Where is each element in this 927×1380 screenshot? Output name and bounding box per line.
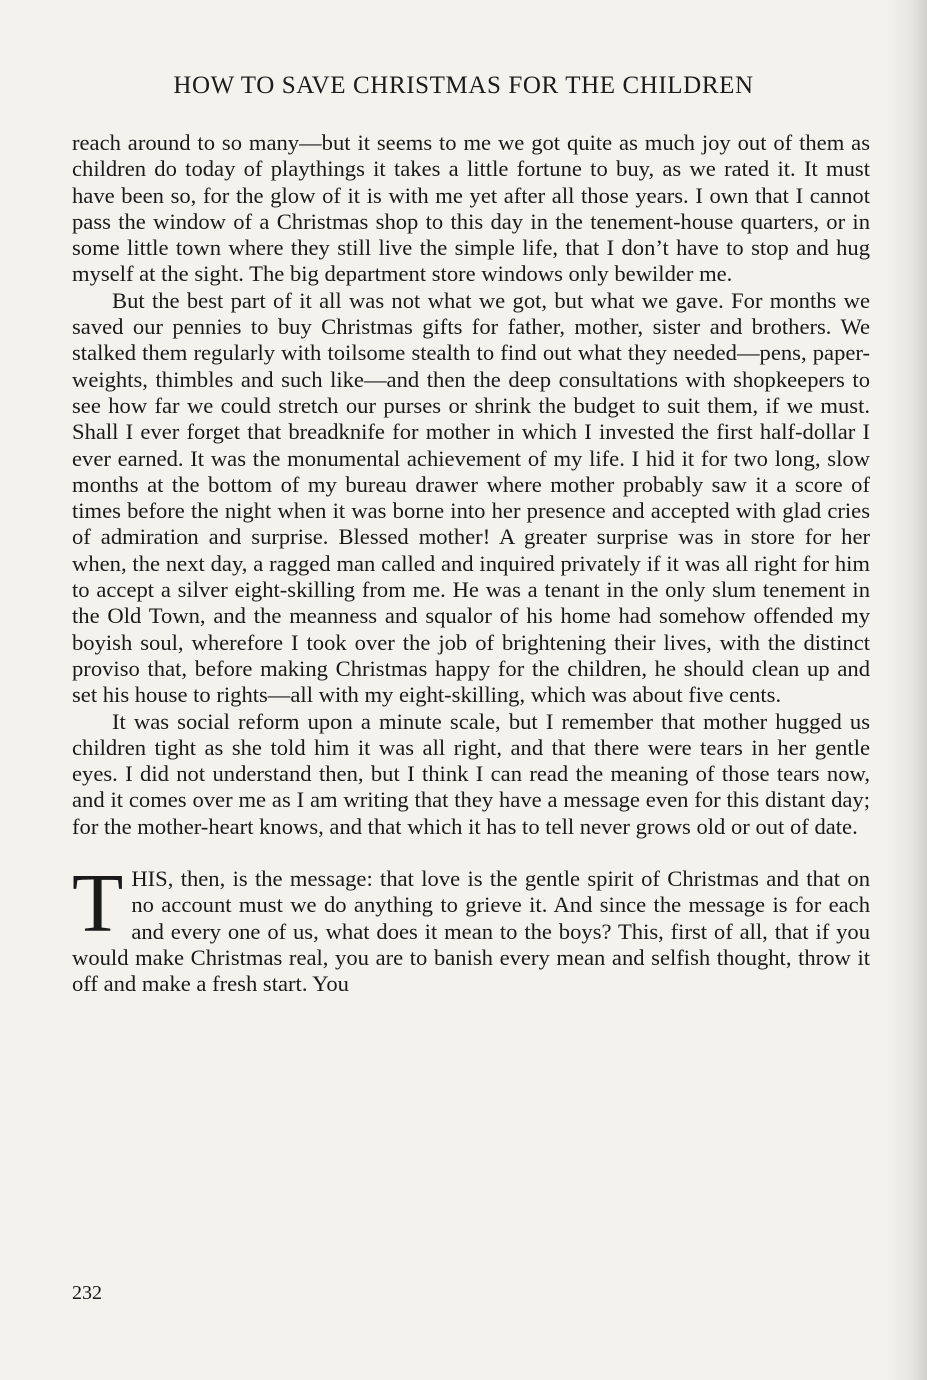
paragraph-social-reform: It was social reform upon a minute scale, but I remember that mother hugged us children tight as she told him it was all right, and that there were tears in her gentle eyes. I did not understand then, but I think I can read the meaning of those tears now, and it comes over me as I am writing that they have a message even for this distant day; for the mother-heart knows, and that which it has to tell never grows old or out of date. <box>72 708 870 839</box>
paragraph-message <box>72 857 870 997</box>
paragraph-best-part: But the best part of it all was not what we got, but what we gave. For months we saved our pennies to buy Christmas gifts for father, mother, sister and brothers. We stalked them regularly with toilsome stealth to find out what they needed—pens, paper-weights, thimbles and such like—and then the deep consultations with shopkeepers to see how far we could stretch our purses or shrink the budget to suit them, if we must. Shall I ever forget that breadknife for mother in which I invested the first half-dollar I ever earned. It was the monumental achievement of my life. I hid it for two long, slow months at the bottom of my bureau drawer where mother probably saw it a score of times before the night when it was borne into her presence and accepted with glad cries of admiration and surprise. Blessed mother! A greater surprise was in store for her when, the next day, a ragged man called and inquired privately if it was all right for him to accept a silver eight-skilling from me. He was a tenant in the only slum tenement in the Old Town, and the meanness and squalor of his home had somehow offended my boyish soul, wherefore I took over the job of brightening their lives, with the distinct proviso that, before making Christmas happy for the children, he should clean up and set his house to rights—all with my eight-skilling, which was about five cents. <box>72 287 870 708</box>
drop-cap: T <box>72 857 124 951</box>
page-number: 232 <box>72 1282 102 1304</box>
paragraph-message-text: HIS, then, is the message: that love is the gentle spirit of Christmas and that on no account must we do anything to grieve it. And since the message is for each and every one of us, what does it mean to the boys? This, first of all, that if you would make Christmas real, you are to banish every mean and selfish thought, throw it off and make a fresh start. You <box>72 866 870 997</box>
running-head: HOW TO SAVE CHRISTMAS FOR THE CHILDREN <box>173 72 754 99</box>
body-text <box>72 130 870 998</box>
paragraph-continued: reach around to so many—but it seems to me we got quite as much joy out of them as children do today of playthings it takes a little fortune to buy, as we rated it. It must have been so, for the glow of it is with me yet after all those years. I own that I cannot pass the window of a Christmas shop to this day in the tenement-house quarters, or in some little town where they still live the simple life, that I don’t have to stop and hug myself at the sight. The big department store windows only bewilder me. <box>72 130 870 287</box>
page-edge-shadow <box>887 0 927 1380</box>
